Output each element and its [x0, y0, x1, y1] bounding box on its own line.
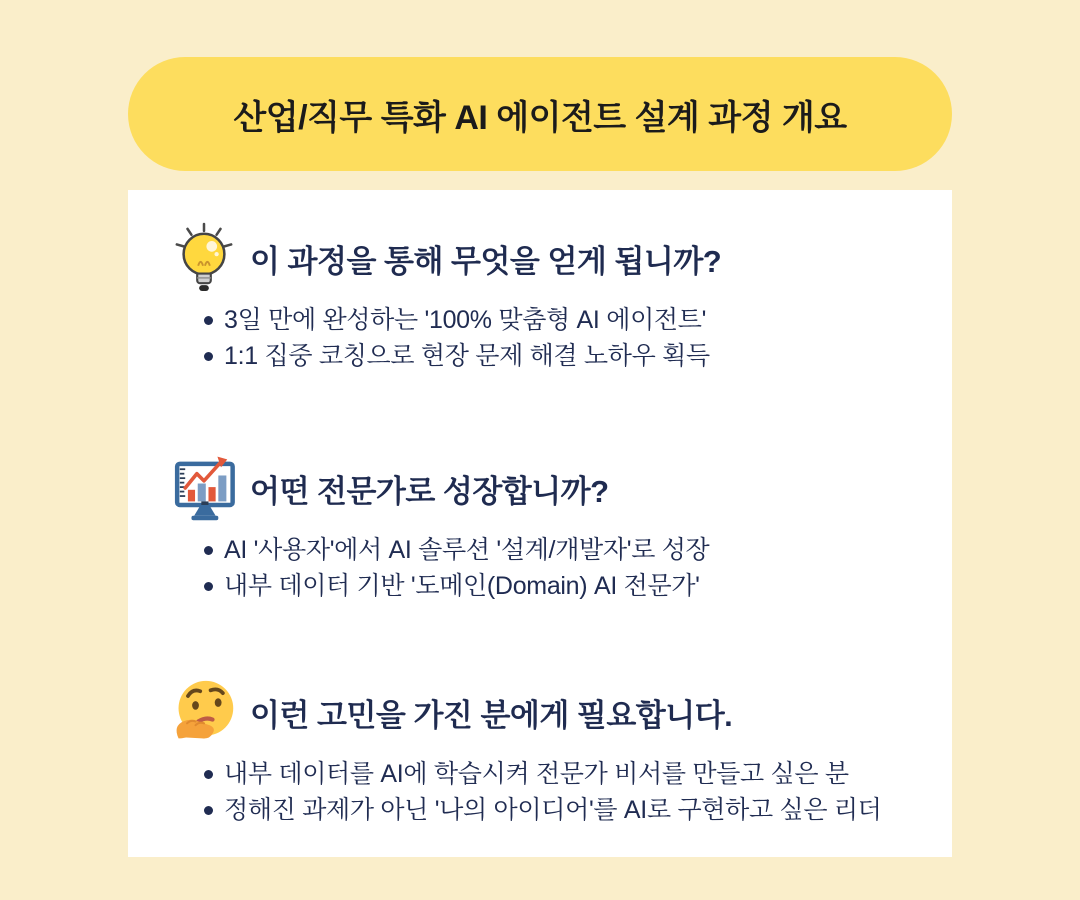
content-card	[128, 190, 952, 857]
list-item: 1:1 집중 코칭으로 현장 문제 해결 노하우 획득	[202, 338, 910, 374]
section-benefits-header	[170, 220, 910, 296]
thinking-face-icon	[170, 674, 238, 750]
section-growth-list	[202, 532, 910, 604]
section-benefits-heading: 이 과정을 통해 무엇을 얻게 됩니까?	[250, 243, 722, 279]
list-item: AI '사용자'에서 AI 솔루션 '설계/개발자'로 성장	[202, 532, 910, 568]
list-item: 내부 데이터를 AI에 학습시켜 전문가 비서를 만들고 싶은 분	[202, 756, 910, 792]
lightbulb-icon	[170, 220, 238, 296]
list-item: 정해진 과제가 아닌 '나의 아이디어'를 AI로 구현하고 싶은 리더	[202, 792, 910, 828]
section-benefits-list	[202, 302, 910, 374]
title-pill	[128, 57, 952, 171]
list-item: 내부 데이터 기반 '도메인(Domain) AI 전문가'	[202, 568, 910, 604]
section-audience	[170, 674, 910, 828]
section-audience-list	[202, 756, 910, 828]
section-growth	[170, 450, 910, 604]
section-audience-heading: 이런 고민을 가진 분에게 필요합니다.	[250, 697, 733, 733]
section-growth-heading: 어떤 전문가로 성장합니까?	[250, 473, 609, 509]
section-audience-header	[170, 674, 910, 750]
growth-chart-icon	[170, 450, 238, 526]
page-title: 산업/직무 특화 AI 에이전트 설계 과정 개요	[233, 98, 847, 137]
section-benefits	[170, 220, 910, 374]
section-growth-header	[170, 450, 910, 526]
list-item: 3일 만에 완성하는 '100% 맞춤형 AI 에이전트'	[202, 302, 910, 338]
